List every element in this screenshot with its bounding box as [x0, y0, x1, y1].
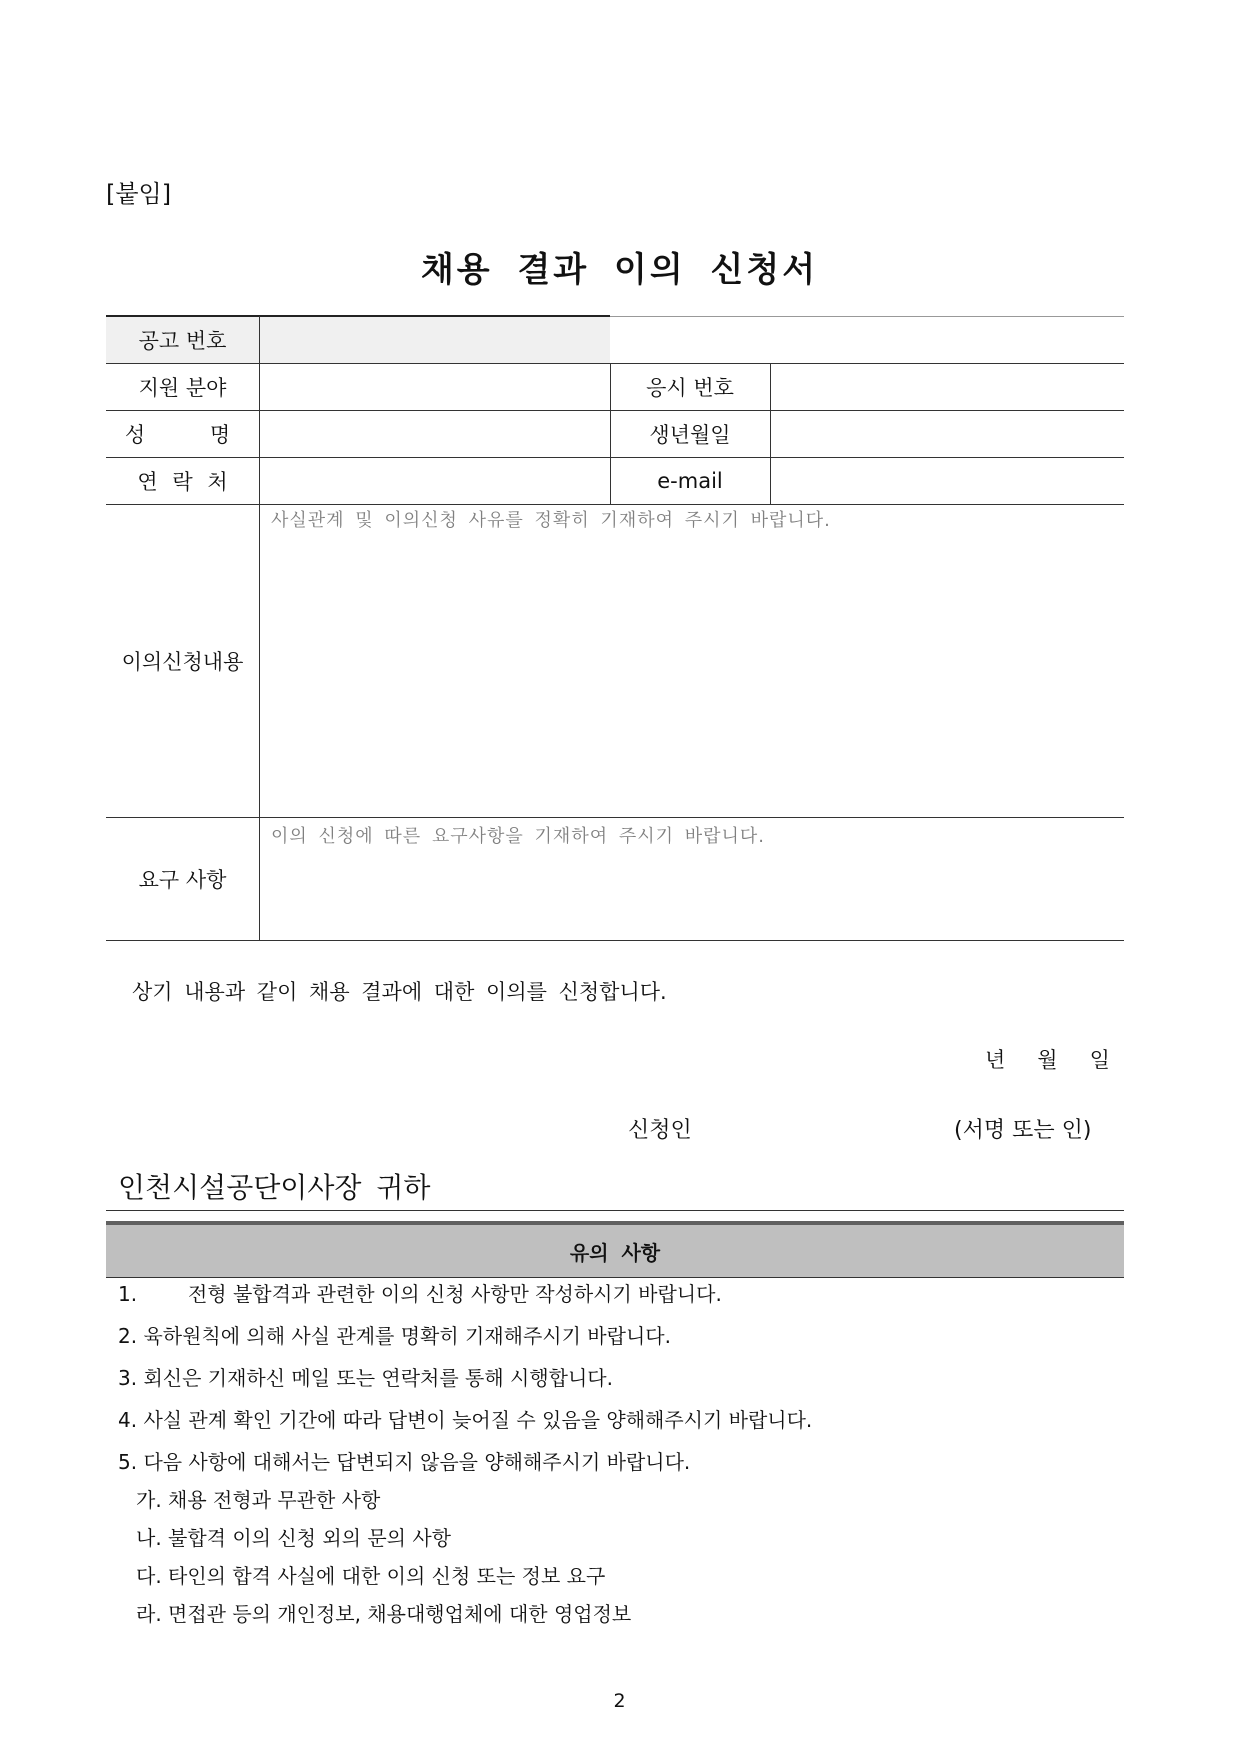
notes-heading: 유의 사항: [106, 1225, 1124, 1278]
declaration-text: 상기 내용과 같이 채용 결과에 대한 이의를 신청합니다.: [132, 980, 667, 1004]
note-item: 1. 전형 불합격과 관련한 이의 신청 사항만 작성하시기 바랍니다.: [118, 1282, 722, 1306]
exam-number-label: 응시 번호: [646, 375, 734, 400]
note-item: 5. 다음 사항에 대해서는 답변되지 않음을 양해해주시기 바랍니다.: [118, 1450, 691, 1474]
email-input[interactable]: [771, 457, 1124, 504]
request-label: 요구 사항: [138, 867, 227, 892]
date-line: [985, 1044, 1142, 1074]
objection-label: 이의신청내용: [121, 649, 244, 674]
field-input[interactable]: [260, 363, 610, 410]
divider: [106, 1210, 1124, 1211]
request-hint: 이의 신청에 따른 요구사항을 기재하여 주시기 바랍니다.: [271, 826, 765, 847]
attachment-label: [붙임]: [106, 180, 172, 208]
note-item: 2. 육하원칙에 의해 사실 관계를 명확히 기재해주시기 바랍니다.: [118, 1324, 671, 1348]
note-subitem: 다. 타인의 합격 사실에 대한 이의 신청 또는 정보 요구: [136, 1564, 606, 1588]
note-subitem: 라. 면접관 등의 개인정보, 채용대행업체에 대한 영업정보: [136, 1602, 632, 1626]
page-number: 2: [613, 1690, 626, 1712]
field-label: 지원 분야: [138, 375, 227, 400]
contact-label: 연 락 처: [137, 469, 228, 494]
objection-hint: 사실관계 및 이의신청 사유를 정확히 기재하여 주시기 바랍니다.: [271, 510, 831, 531]
note-item: 4. 사실 관계 확인 기간에 따라 답변이 늦어질 수 있음을 양해해주시기 바랍니다.: [118, 1408, 813, 1432]
objection-content-input[interactable]: [260, 505, 1124, 817]
name-input[interactable]: [260, 410, 610, 457]
month-label: 월: [1037, 1048, 1058, 1072]
day-label: 일: [1089, 1048, 1110, 1072]
note-item: 3. 회신은 기재하신 메일 또는 연락처를 통해 시행합니다.: [118, 1366, 613, 1390]
applicant-label: 신청인: [628, 1118, 692, 1143]
addressee: 인천시설공단이사장 귀하: [118, 1171, 431, 1204]
page-title: 채용 결과 이의 신청서: [420, 250, 819, 290]
email-label: e-mail: [657, 468, 723, 493]
notice-number-label: 공고 번호: [138, 328, 227, 353]
notice-number-input[interactable]: [260, 316, 610, 363]
contact-input[interactable]: [260, 457, 610, 504]
birthdate-input[interactable]: [771, 410, 1124, 457]
note-subitem: 나. 불합격 이의 신청 외의 문의 사항: [136, 1526, 451, 1550]
birthdate-label: 생년월일: [649, 422, 731, 447]
name-label: 성 명: [124, 422, 241, 447]
note-subitem: 가. 채용 전형과 무관한 사항: [136, 1488, 381, 1512]
signature-label: (서명 또는 인): [954, 1118, 1092, 1143]
exam-number-input[interactable]: [771, 363, 1124, 410]
year-label: 년: [985, 1048, 1006, 1072]
